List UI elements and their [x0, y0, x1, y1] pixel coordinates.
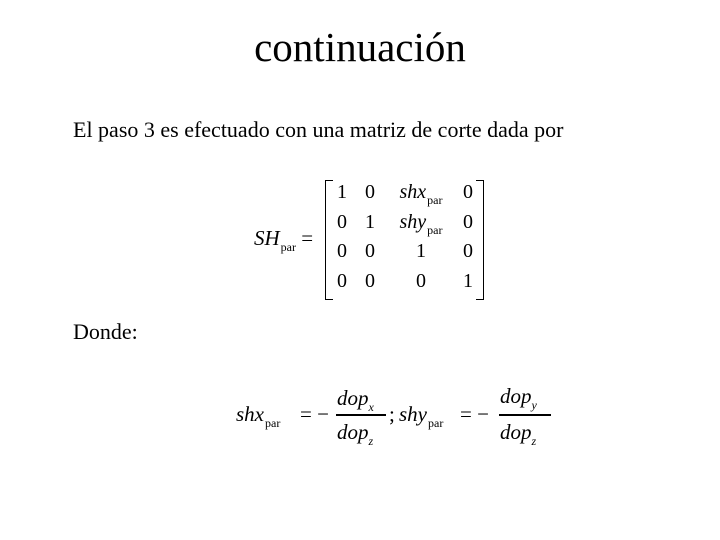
num2-subscript: y	[531, 398, 537, 412]
matrix-cell-r3-c2: 0	[365, 240, 375, 262]
lhs-subscript: par	[280, 240, 296, 254]
lhs-symbol: SH	[254, 226, 280, 250]
den1-subscript: z	[368, 434, 374, 448]
matrix-lhs	[254, 226, 314, 254]
den1-dop: dop	[337, 420, 369, 444]
equals-minus-2: = −	[460, 402, 489, 426]
shx-subscript: par	[265, 416, 281, 430]
matrix-cell-r2-c4: 0	[463, 211, 473, 233]
num2-dop: dop	[500, 384, 532, 408]
matrix-left-bracket	[325, 180, 333, 300]
slide-title: continuación	[254, 24, 466, 70]
matrix-cell-r3-c1: 0	[337, 240, 347, 262]
matrix-cell-r3-c4: 0	[463, 240, 473, 262]
shear-definitions-equation	[236, 382, 566, 452]
matrix-cell-r4-c2: 0	[365, 270, 375, 292]
denominator-2	[500, 420, 537, 448]
shy-subscript: par	[428, 416, 444, 430]
matrix-cell-r1-c2: 0	[365, 181, 375, 203]
matrix-cell-r1-c3	[400, 180, 443, 206]
numerator-1	[337, 386, 374, 414]
fraction-bar-2	[499, 414, 551, 416]
shx-symbol: shx	[236, 402, 264, 426]
matrix-cell-r1-c4: 0	[463, 181, 473, 203]
matrix-cell-r4-c3: 0	[416, 270, 426, 292]
lhs-equals: =	[301, 226, 314, 250]
matrix-cell-r2-c1: 0	[337, 211, 347, 233]
shy-term	[399, 402, 444, 430]
shx-term	[236, 402, 281, 430]
shear-matrix-equation	[254, 178, 488, 302]
matrix-cell-symbol: shy	[399, 211, 427, 233]
fraction-bar-1	[336, 414, 386, 416]
matrix-cell-r3-c3: 1	[416, 240, 426, 262]
matrix-cell-symbol: shx	[399, 181, 427, 203]
denominator-1	[337, 420, 374, 448]
den2-subscript: z	[531, 434, 537, 448]
num1-dop: dop	[337, 386, 369, 410]
matrix-cell-subscript: par	[427, 223, 443, 237]
shy-symbol: shy	[399, 402, 427, 426]
matrix-cell-r2-c2: 1	[365, 211, 375, 233]
numerator-2	[500, 384, 537, 412]
matrix-cell-subscript: par	[427, 193, 443, 207]
matrix-cell-r4-c4: 1	[463, 270, 473, 292]
den2-dop: dop	[500, 420, 532, 444]
matrix-cell-r1-c1: 1	[337, 181, 347, 203]
donde-label: Donde:	[73, 319, 138, 344]
intro-paragraph: El paso 3 es efectuado con una matriz de corte dada por	[73, 117, 564, 142]
equals-minus-1: = −	[300, 402, 329, 426]
matrix-right-bracket	[476, 180, 484, 300]
num1-subscript: x	[368, 400, 374, 414]
matrix-cell-r4-c1: 0	[337, 270, 347, 292]
separator: ;	[389, 402, 395, 426]
matrix-cell-r2-c3	[400, 210, 443, 236]
